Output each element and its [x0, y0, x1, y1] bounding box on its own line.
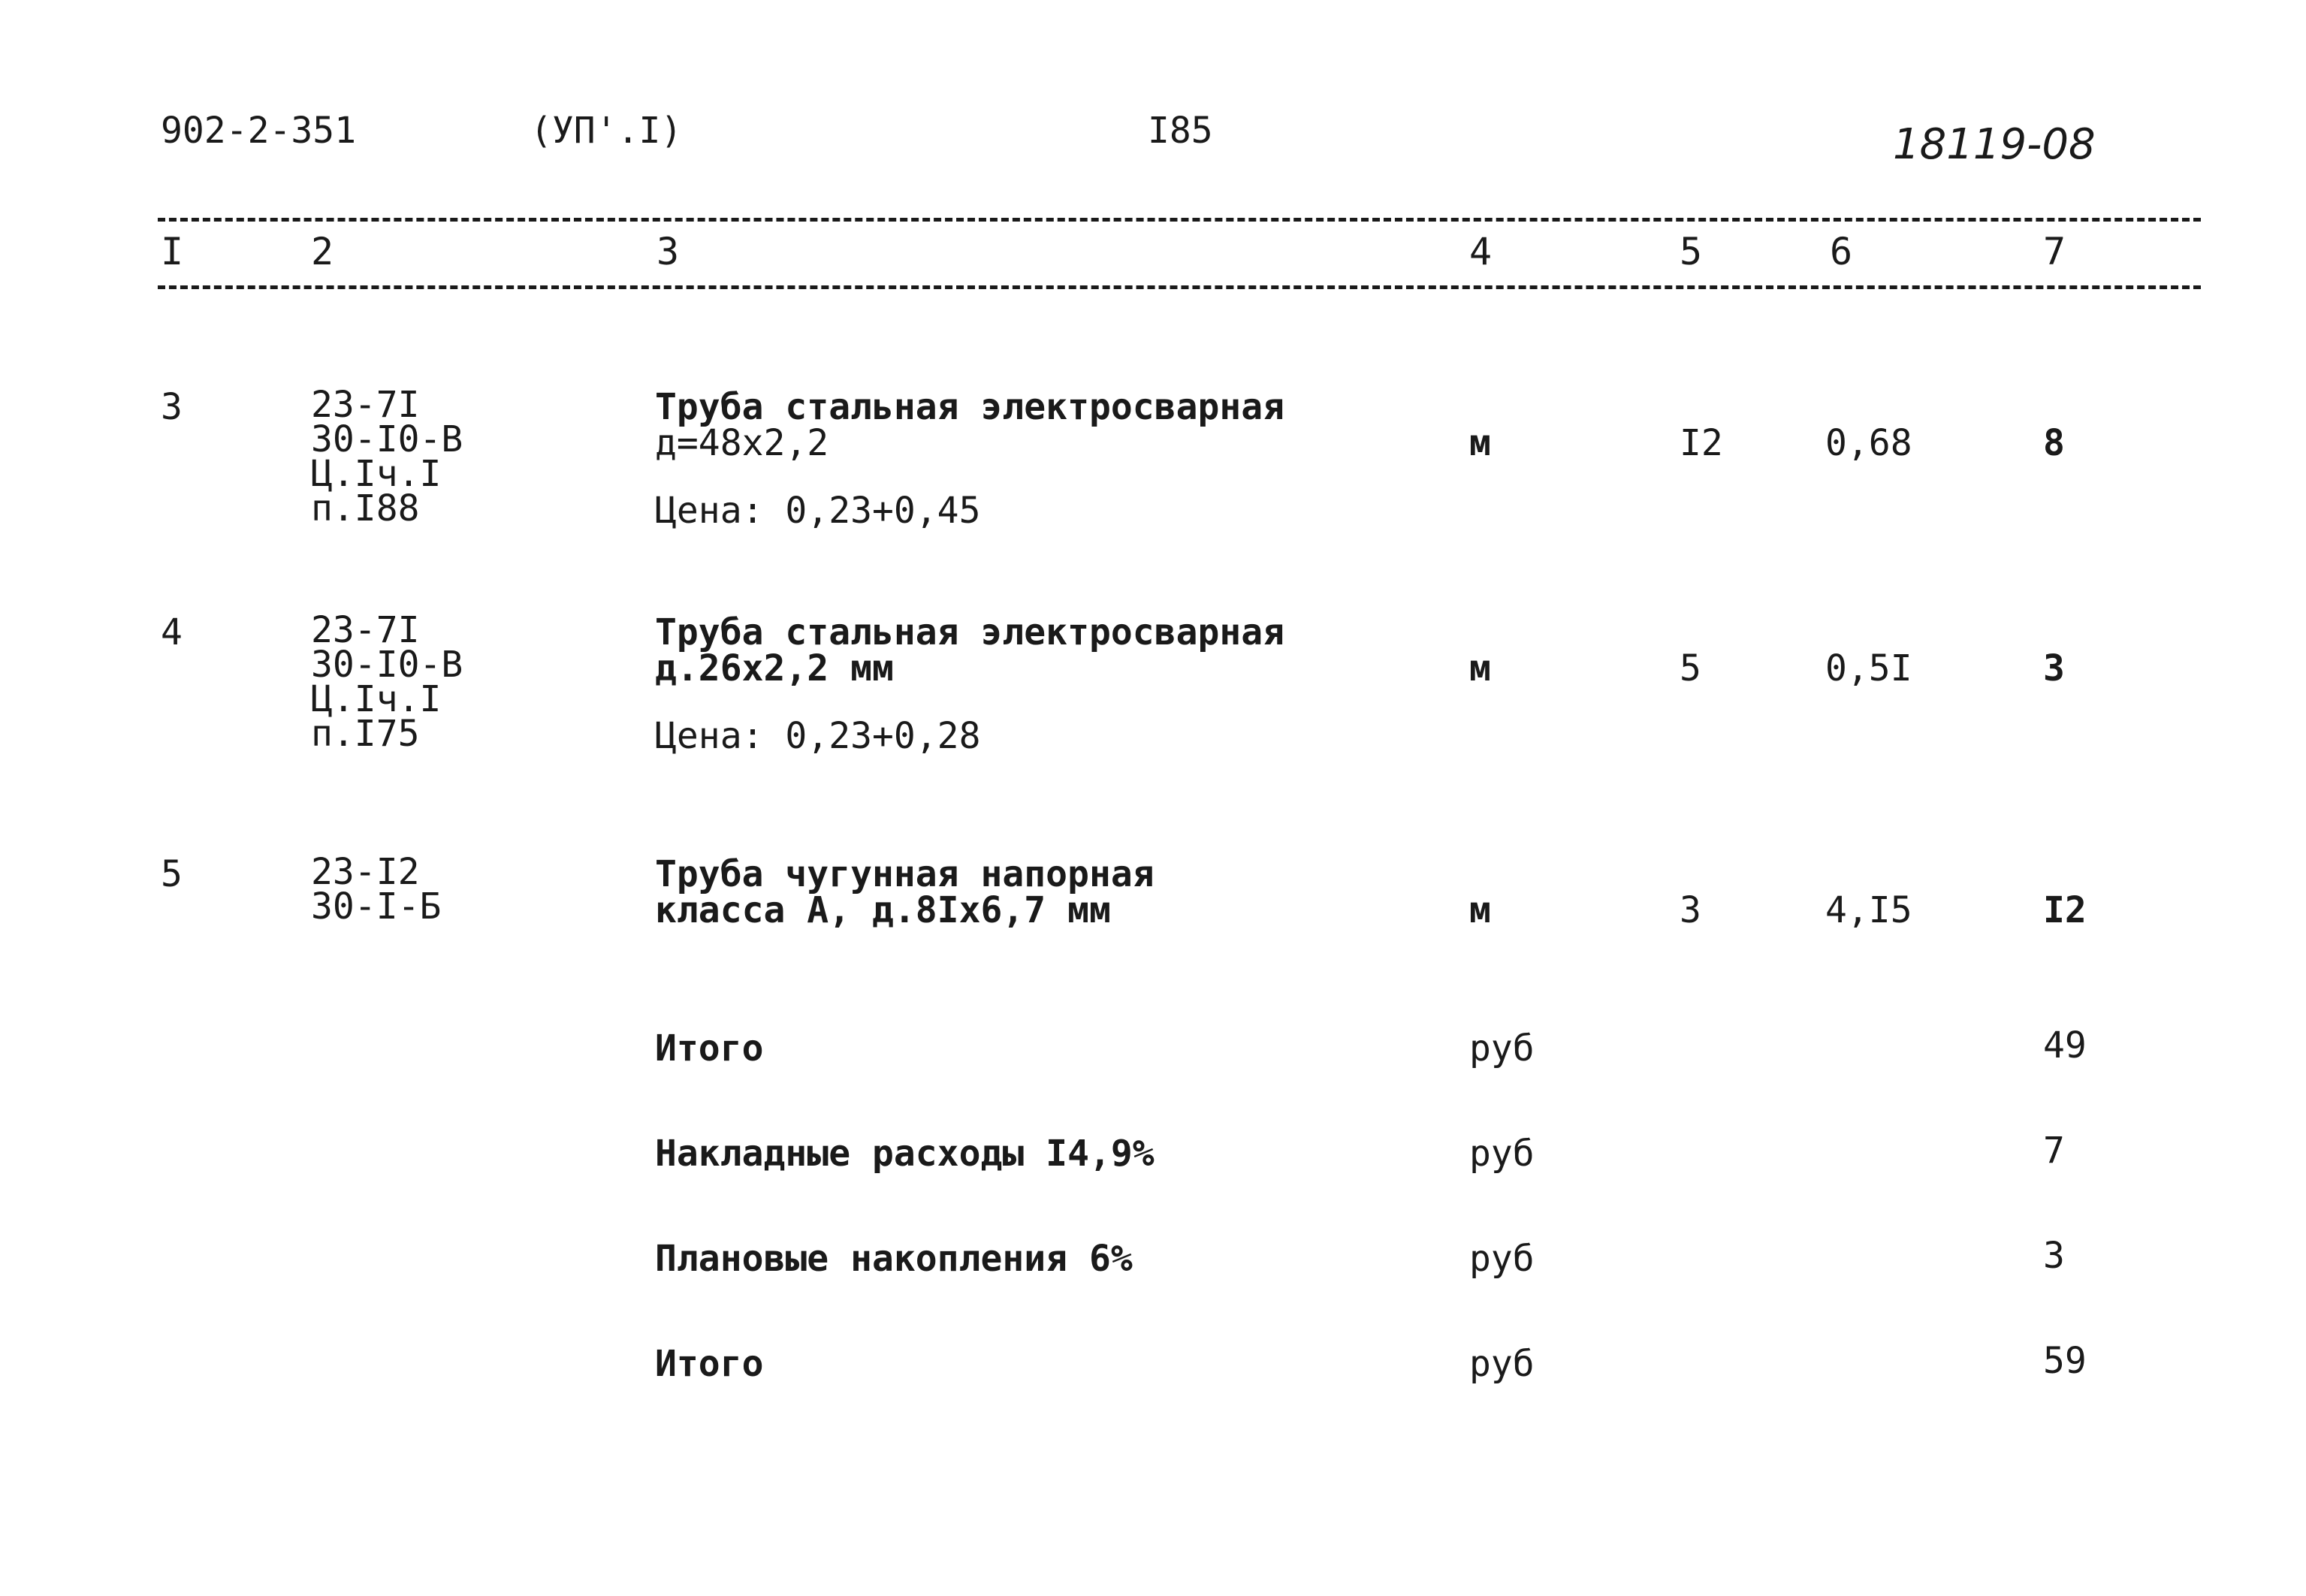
- section-code: (УП'.I): [530, 110, 683, 152]
- quantity: 3: [1680, 889, 1701, 931]
- summary-value: 59: [2043, 1340, 2087, 1382]
- item-description: Труба чугунная напорная: [655, 853, 1155, 895]
- summary-label: Плановые накопления 6%: [655, 1238, 1133, 1280]
- column-header-6: 6: [1830, 230, 1853, 273]
- header-divider-top: [158, 218, 2201, 222]
- norm-code: 23-7I 30-I0-В Ц.Iч.I п.I88: [311, 384, 463, 529]
- unit-cost: 0,68: [1825, 422, 1912, 464]
- item-price: Цена: 0,23+0,28: [655, 715, 981, 757]
- item-size: д.26х2,2 мм: [655, 647, 894, 689]
- row-number: 4: [161, 611, 183, 653]
- header-divider-bottom: [158, 285, 2201, 289]
- summary-unit: руб: [1469, 1027, 1535, 1070]
- item-size: класса А, д.8Iх6,7 мм: [655, 889, 1111, 931]
- norm-code: 23-I2 30-I-Б: [311, 851, 442, 928]
- item-description: Труба стальная электросварная: [655, 611, 1285, 653]
- summary-unit: руб: [1469, 1343, 1535, 1385]
- item-price: Цена: 0,23+0,45: [655, 490, 981, 532]
- summary-value: 7: [2043, 1130, 2065, 1172]
- unit: м: [1469, 889, 1491, 931]
- page-number: I85: [1148, 110, 1213, 152]
- summary-unit: руб: [1469, 1133, 1535, 1175]
- unit: м: [1469, 647, 1491, 689]
- column-header-7: 7: [2043, 230, 2066, 273]
- item-size: д=48х2,2: [655, 422, 829, 464]
- document-number: 902-2-351: [161, 110, 357, 152]
- column-header-5: 5: [1680, 230, 1703, 273]
- summary-label: Итого: [655, 1343, 764, 1385]
- summary-value: 49: [2043, 1024, 2087, 1067]
- unit: м: [1469, 422, 1491, 464]
- column-header-1: I: [161, 230, 184, 273]
- row-number: 5: [161, 853, 183, 895]
- item-description: Труба стальная электросварная: [655, 386, 1285, 428]
- unit-cost: 0,5I: [1825, 647, 1912, 689]
- norm-code: 23-7I 30-I0-В Ц.Iч.I п.I75: [311, 609, 463, 755]
- column-header-2: 2: [311, 230, 334, 273]
- quantity: I2: [1680, 422, 1723, 464]
- line-total: 3: [2043, 647, 2065, 689]
- quantity: 5: [1680, 647, 1701, 689]
- line-total: I2: [2043, 889, 2087, 931]
- summary-label: Итого: [655, 1027, 764, 1070]
- line-total: 8: [2043, 422, 2065, 464]
- column-header-4: 4: [1469, 230, 1493, 273]
- archive-stamp: 18119-08: [1893, 120, 2096, 169]
- summary-value: 3: [2043, 1235, 2065, 1277]
- row-number: 3: [161, 386, 183, 428]
- summary-label: Накладные расходы I4,9%: [655, 1133, 1155, 1175]
- unit-cost: 4,I5: [1825, 889, 1912, 931]
- summary-unit: руб: [1469, 1238, 1535, 1280]
- column-header-3: 3: [656, 230, 680, 273]
